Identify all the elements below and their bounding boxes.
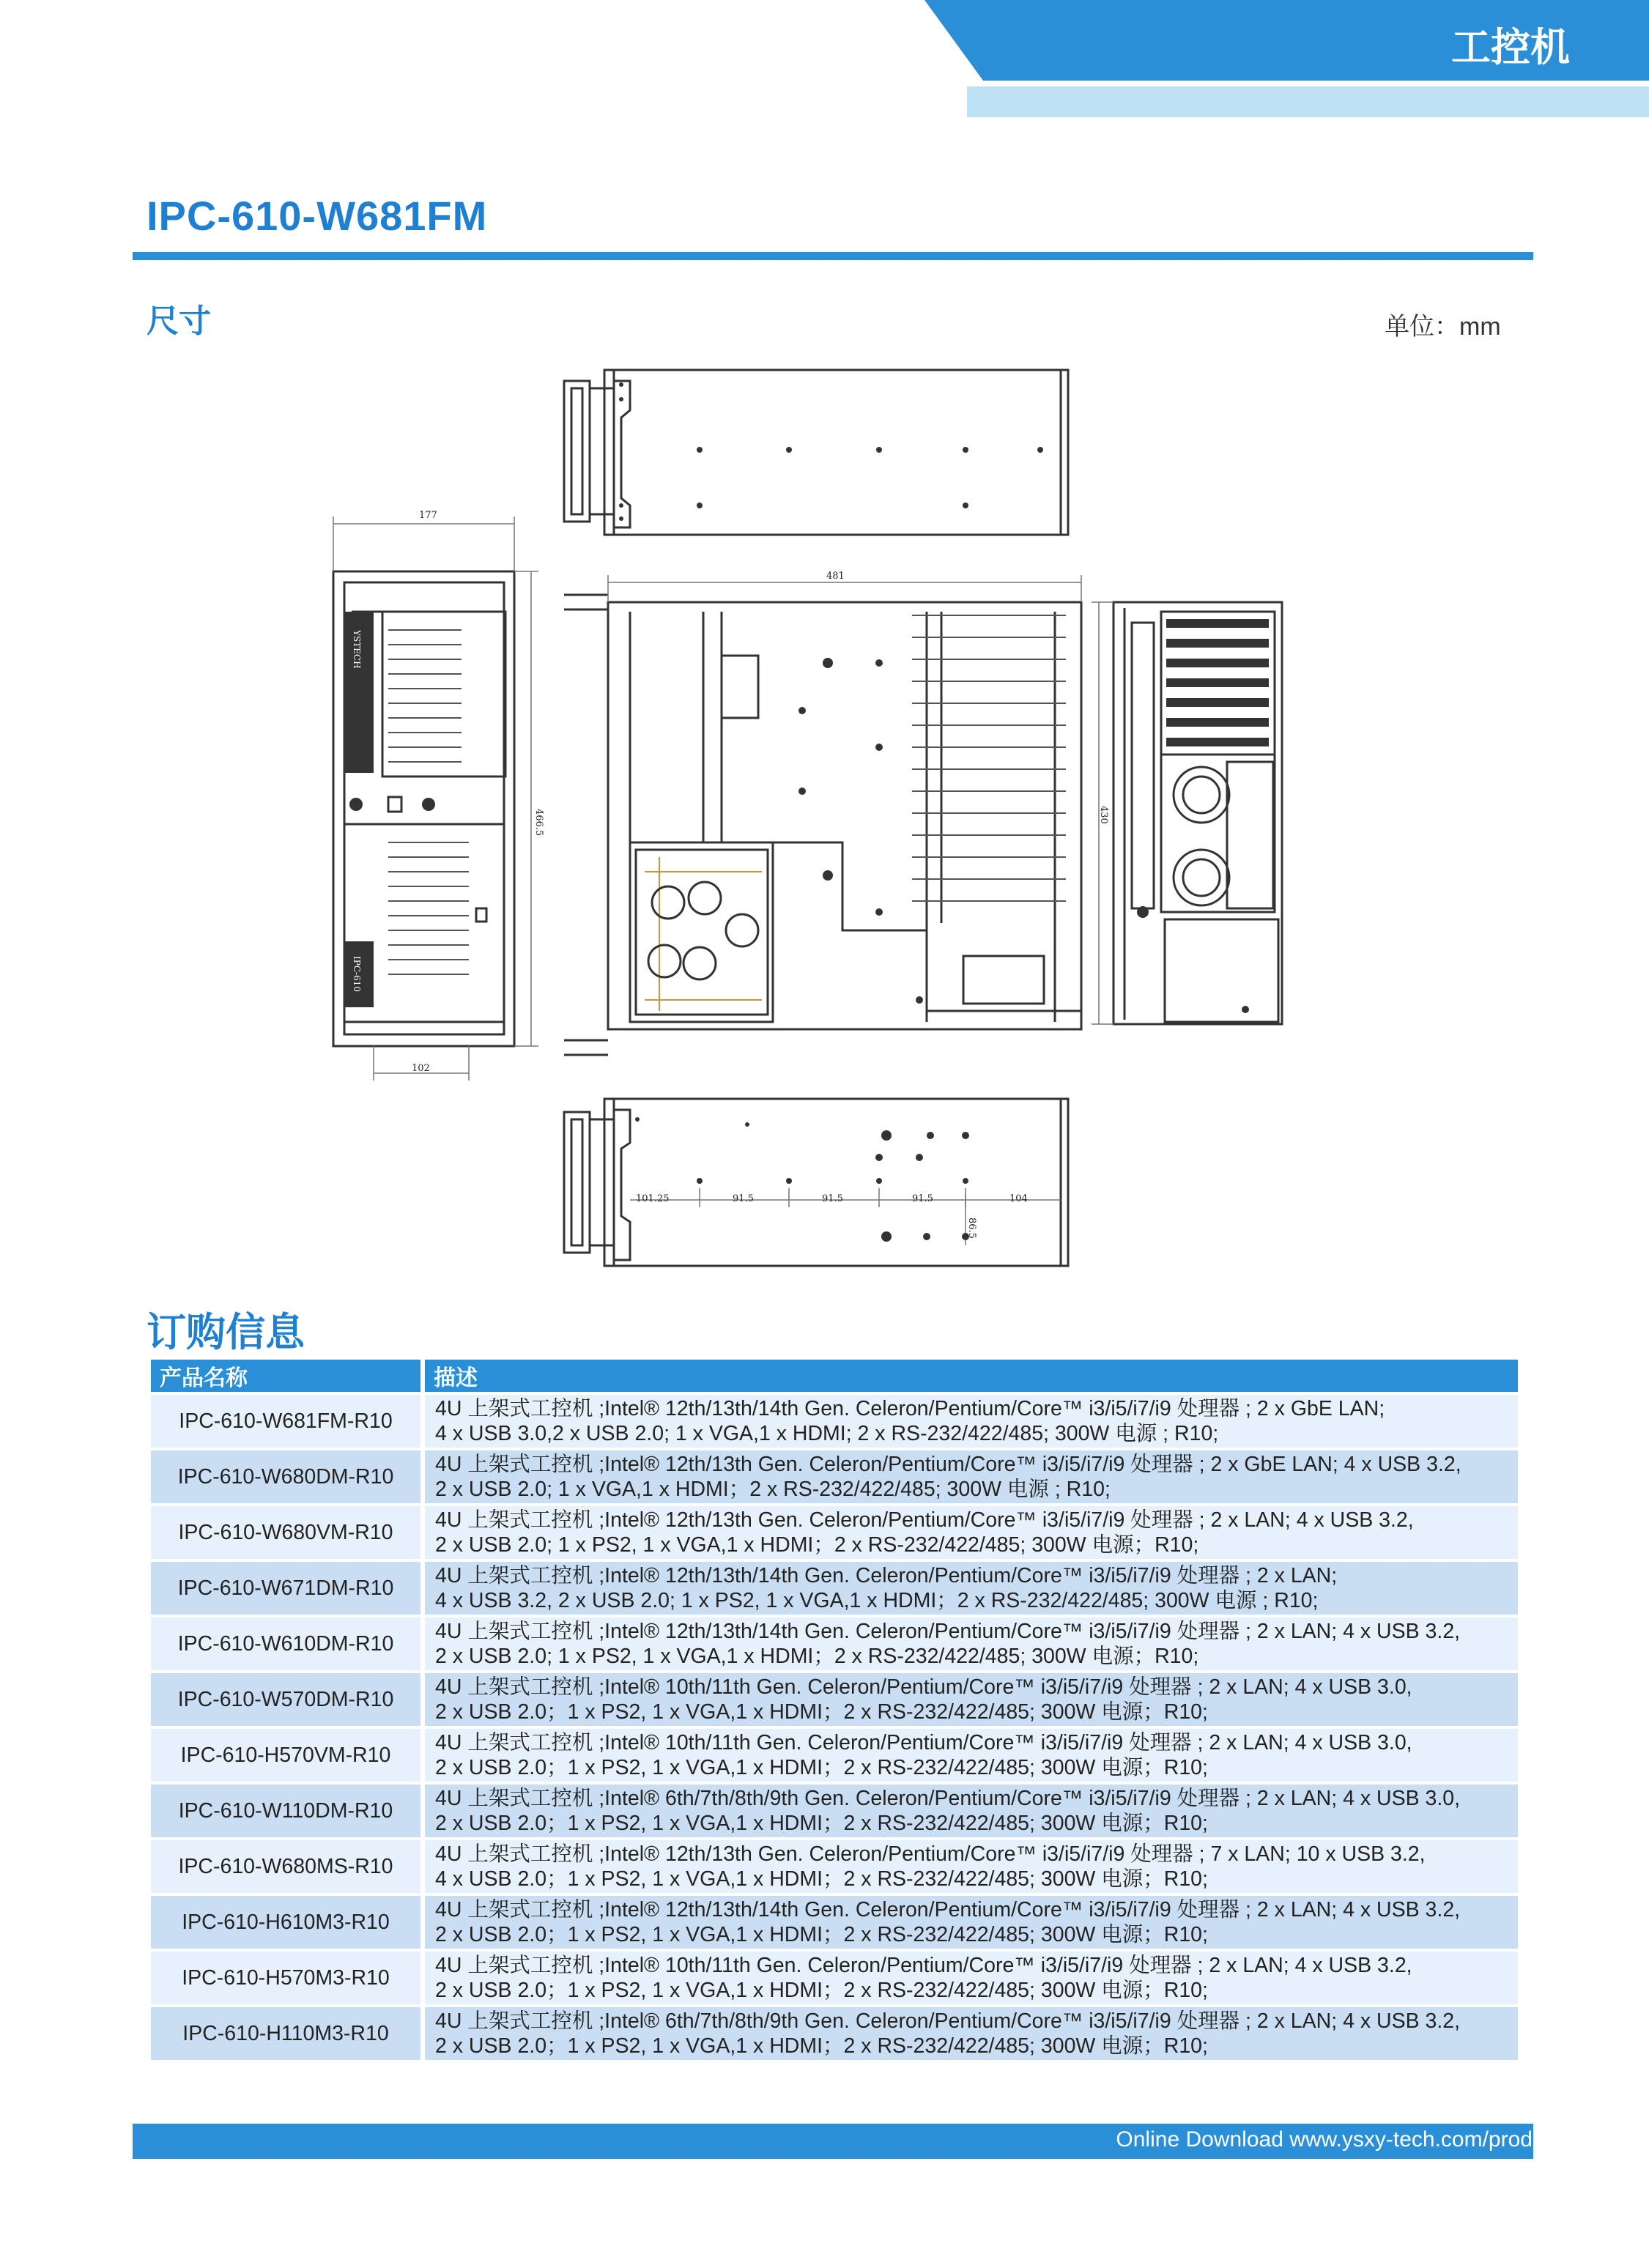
top-view-drawing [564,370,1068,535]
dim-front-bottom: 102 [412,1063,430,1074]
column-header-description: 描述 [425,1360,1518,1392]
table-row [151,1673,1518,1726]
product-name-cell: IPC-610-W681FM-R10 [151,1395,425,1448]
description-cell: 4U 上架式工控机 ;Intel® 10th/11th Gen. Celeron/Pentium/Core™ i3/i5/i7/i9 处理器 ; 2 x LAN; 4 x USB 3.0, 2 x USB 2.0；1 x PS2, 1 x VGA,1 x HDMI；2 x RS-232/422/485; 300W 电源；R10; [425,1673,1518,1726]
footer-download-link[interactable]: Online Download www.ysxy-tech.com/products [1116,2127,1573,2152]
order-table [151,1357,1518,2063]
product-name-cell: IPC-610-H570VM-R10 [151,1729,425,1782]
product-name-cell: IPC-610-W680VM-R10 [151,1506,425,1559]
table-row [151,1506,1518,1559]
order-heading: 订购信息 [147,1311,305,1354]
table-row [151,1617,1518,1670]
dim-bottom-2: 91.5 [733,1193,754,1204]
description-cell: 4U 上架式工控机 ;Intel® 12th/13th Gen. Celeron/Pentium/Core™ i3/i5/i7/i9 处理器 ; 2 x LAN; 4 x USB 3.2, 2 x USB 2.0; 1 x PS2, 1 x VGA,1 x HDMI；2 x RS-232/422/485; 300W 电源；R10; [425,1506,1518,1559]
product-name-cell: IPC-610-W610DM-R10 [151,1617,425,1670]
dim-bottom-1: 101.25 [636,1193,670,1204]
table-header-row [151,1360,1518,1392]
table-row [151,1450,1518,1503]
product-name-cell: IPC-610-W570DM-R10 [151,1673,425,1726]
product-name-cell: IPC-610-W110DM-R10 [151,1785,425,1837]
table-row [151,1395,1518,1448]
table-row [151,1896,1518,1949]
dim-front-height: 466.5 [533,809,544,837]
header-accent-stripe [967,86,1649,117]
dim-front-width: 177 [419,510,437,521]
product-name-cell: IPC-610-H570M3-R10 [151,1952,425,2004]
header-title: 工控机 [1451,26,1570,70]
description-cell: 4U 上架式工控机 ;Intel® 6th/7th/8th/9th Gen. Celeron/Pentium/Core™ i3/i5/i7/i9 处理器 ; 2 x LAN; 4 x USB 3.2, 2 x USB 2.0；1 x PS2, 1 x VGA,1 x HDMI；2 x RS-232/422/485; 300W 电源；R10; [425,2007,1518,2060]
front-model-text: IPC-610 [352,956,362,992]
front-brand-text: YSTECH [352,630,362,669]
product-name-cell: IPC-610-W680DM-R10 [151,1450,425,1503]
title-divider [133,252,1533,260]
unit-label: 单位：mm [1385,313,1501,341]
description-cell: 4U 上架式工控机 ;Intel® 10th/11th Gen. Celeron/Pentium/Core™ i3/i5/i7/i9 处理器 ; 2 x LAN; 4 x USB 3.2, 2 x USB 2.0；1 x PS2, 1 x VGA,1 x HDMI；2 x RS-232/422/485; 300W 电源；R10; [425,1952,1518,2004]
table-row [151,1785,1518,1837]
dim-side-length: 481 [826,571,845,582]
product-name-cell: IPC-610-H110M3-R10 [151,2007,425,2060]
product-name-cell: IPC-610-H610M3-R10 [151,1896,425,1949]
dim-bottom-5: 104 [1009,1193,1028,1204]
column-header-product-name: 产品名称 [151,1360,425,1392]
description-cell: 4U 上架式工控机 ;Intel® 12th/13th/14th Gen. Celeron/Pentium/Core™ i3/i5/i7/i9 处理器 ; 2 x GbE LAN; 4 x USB 3.0,2 x USB 2.0; 1 x VGA,1 x HDMI; 2 x RS-232/422/485; 300W 电源 ; R10; [425,1395,1518,1448]
product-name-cell: IPC-610-W680MS-R10 [151,1840,425,1893]
dimensions-heading: 尺寸 [147,303,211,339]
product-name-cell: IPC-610-W671DM-R10 [151,1562,425,1615]
table-row [151,1952,1518,2004]
description-cell: 4U 上架式工控机 ;Intel® 12th/13th/14th Gen. Celeron/Pentium/Core™ i3/i5/i7/i9 处理器 ; 2 x LAN; 4 x USB 3.2, 2 x USB 2.0；1 x PS2, 1 x VGA,1 x HDMI；2 x RS-232/422/485; 300W 电源；R10; [425,1896,1518,1949]
description-cell: 4U 上架式工控机 ;Intel® 12th/13th Gen. Celeron/Pentium/Core™ i3/i5/i7/i9 处理器 ; 7 x LAN; 10 x USB 3.2, 4 x USB 2.0；1 x PS2, 1 x VGA,1 x HDMI；2 x RS-232/422/485; 300W 电源；R10; [425,1840,1518,1893]
table-row [151,1729,1518,1782]
description-cell: 4U 上架式工控机 ;Intel® 12th/13th/14th Gen. Celeron/Pentium/Core™ i3/i5/i7/i9 处理器 ; 2 x LAN; 4 x USB 3.2, 2 x USB 2.0; 1 x PS2, 1 x VGA,1 x HDMI；2 x RS-232/422/485; 300W 电源；R10; [425,1617,1518,1670]
description-cell: 4U 上架式工控机 ;Intel® 12th/13th/14th Gen. Celeron/Pentium/Core™ i3/i5/i7/i9 处理器 ; 2 x LAN; 4 x USB 3.2, 2 x USB 2.0; 1 x PS2, 1 x VGA,1 x HDMI；2 x RS-232/422/485; 300W 电源 ; R10; [425,1562,1518,1615]
description-cell: 4U 上架式工控机 ;Intel® 12th/13th Gen. Celeron/Pentium/Core™ i3/i5/i7/i9 处理器 ; 2 x GbE LAN; 4 x USB 3.2, 2 x USB 2.0; 1 x VGA,1 x HDMI；2 x RS-232/422/485; 300W 电源 ; R10; [425,1450,1518,1503]
dim-bottom-4: 91.5 [912,1193,933,1204]
dim-rear-height: 430 [1098,806,1109,824]
dim-bottom-vertical: 86.5 [966,1218,977,1239]
description-cell: 4U 上架式工控机 ;Intel® 10th/11th Gen. Celeron/Pentium/Core™ i3/i5/i7/i9 处理器 ; 2 x LAN; 4 x USB 3.0, 2 x USB 2.0；1 x PS2, 1 x VGA,1 x HDMI；2 x RS-232/422/485; 300W 电源；R10; [425,1729,1518,1782]
product-title: IPC-610-W681FM [147,193,488,239]
table-row [151,1562,1518,1615]
dim-bottom-3: 91.5 [822,1193,843,1204]
table-row [151,2007,1518,2060]
table-row [151,1840,1518,1893]
description-cell: 4U 上架式工控机 ;Intel® 6th/7th/8th/9th Gen. Celeron/Pentium/Core™ i3/i5/i7/i9 处理器 ; 2 x LAN; 4 x USB 3.0, 2 x USB 2.0；1 x PS2, 1 x VGA,1 x HDMI；2 x RS-232/422/485; 300W 电源；R10; [425,1785,1518,1837]
bottom-view-drawing [564,1099,1068,1266]
dimension-drawings [315,352,1297,1275]
side-view-drawing [564,595,1081,1055]
